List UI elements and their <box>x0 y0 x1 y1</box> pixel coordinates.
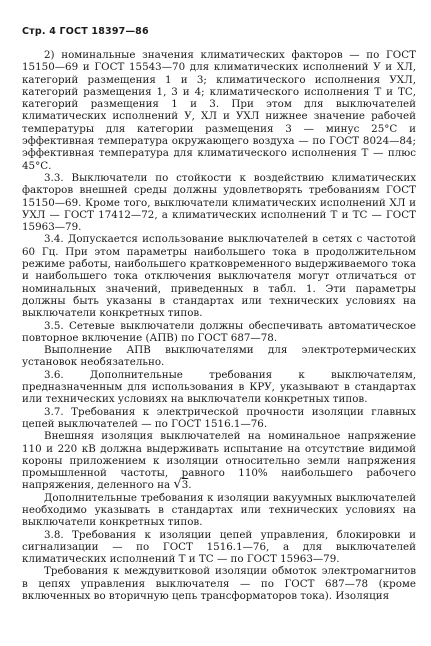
document-page <box>22 26 416 602</box>
paragraph-3-7: 3.7. Требования к электрической прочности изоляции главных цепей выключателей — по ГОСТ 1516.1—76. <box>22 405 416 430</box>
paragraph-3-6: 3.6. Дополнительные требования к выключателям, предназначенным для использования в КРУ, указывают в стандартах или технических условиях на выключатели конкретных типов. <box>22 368 416 406</box>
square-root-radicand: 3 <box>181 479 189 492</box>
page-header: Стр. 4 ГОСТ 18397—86 <box>22 26 149 37</box>
document-body <box>22 49 416 602</box>
paragraph-climate-factors: 2) номинальные значения климатических факторов — по ГОСТ 15150—69 и ГОСТ 15543—70 для климатических исполнений У и ХЛ, категорий размещения 1 и 3; климатического исполнения УХЛ, категорий размещения 1, 3 и 4; климатического исполнения Т и ТС, категорий размещения 1 и 3. При этом для выключателей климатических исполнений У, ХЛ и УХЛ нижнее значение рабочей температуры для категории размещения 3 — минус 25°С и эффективная температура окружающего воздуха — по ГОСТ 8024—84; эффективная температура для климатического исполнения Т — плюс 45°С. <box>22 49 416 172</box>
square-root-sign: √ <box>173 477 182 493</box>
paragraph-external-insulation-end: . <box>188 479 192 492</box>
paragraph-external-insulation <box>22 430 416 491</box>
paragraph-interturn-insulation: Требования к междувитковой изоляции обмоток электромагнитов в цепях управления выключателя — по ГОСТ 687—78 (кроме включенных во вторичную цепь трансформаторов тока). Изоляция <box>22 565 416 603</box>
paragraph-3-5: 3.5. Сетевые выключатели должны обеспечивать автоматическое повторное включение (АПВ) по ГОСТ 687—78. <box>22 319 416 344</box>
paragraph-external-insulation-text: Внешняя изоляция выключателей на номинальное напряжение 110 и 220 кВ должна выдерживать испытание на отсутствие видимой короны приложением к изоляции относительно земли напряжения промышленной частоты, равного 110% наибольшего рабочего напряжения, деленного на <box>22 430 416 492</box>
paragraph-apv: Выполнение АПВ выключателями для электротермических установок необязательно. <box>22 344 416 369</box>
paragraph-3-4: 3.4. Допускается использование выключателей в сетях с частотой 60 Гц. При этом параметры наибольшего тока в продолжительном режиме работы, наибольшего кратковременного выдерживаемого тока и наибольшего тока отключения выключателя могут отличаться от номинальных значений, приведенных в табл. 1. Эти параметры должны быть указаны в стандартах или технических условиях на выключатели конкретных типов. <box>22 233 416 320</box>
paragraph-3-3: 3.3. Выключатели по стойкости к воздействию климатических факторов внешней среды должны удовлетворять требованиям ГОСТ 15150—69. Кроме того, выключатели климатических исполнений ХЛ и УХЛ — ГОСТ 17412—72, а климатических исполнений Т и ТС — ГОСТ 15963—79. <box>22 171 416 234</box>
paragraph-3-8: 3.8. Требования к изоляции цепей управления, блокировки и сигнализации — по ГОСТ 1516.1—76, а для выключателей климатических исполнений Т и ТС — по ГОСТ 15963—79. <box>22 528 416 566</box>
paragraph-vacuum-insulation: Дополнительные требования к изоляции вакуумных выключателей необходимо указывать в стандартах или технических условиях на выключатели конкретных типов. <box>22 491 416 529</box>
